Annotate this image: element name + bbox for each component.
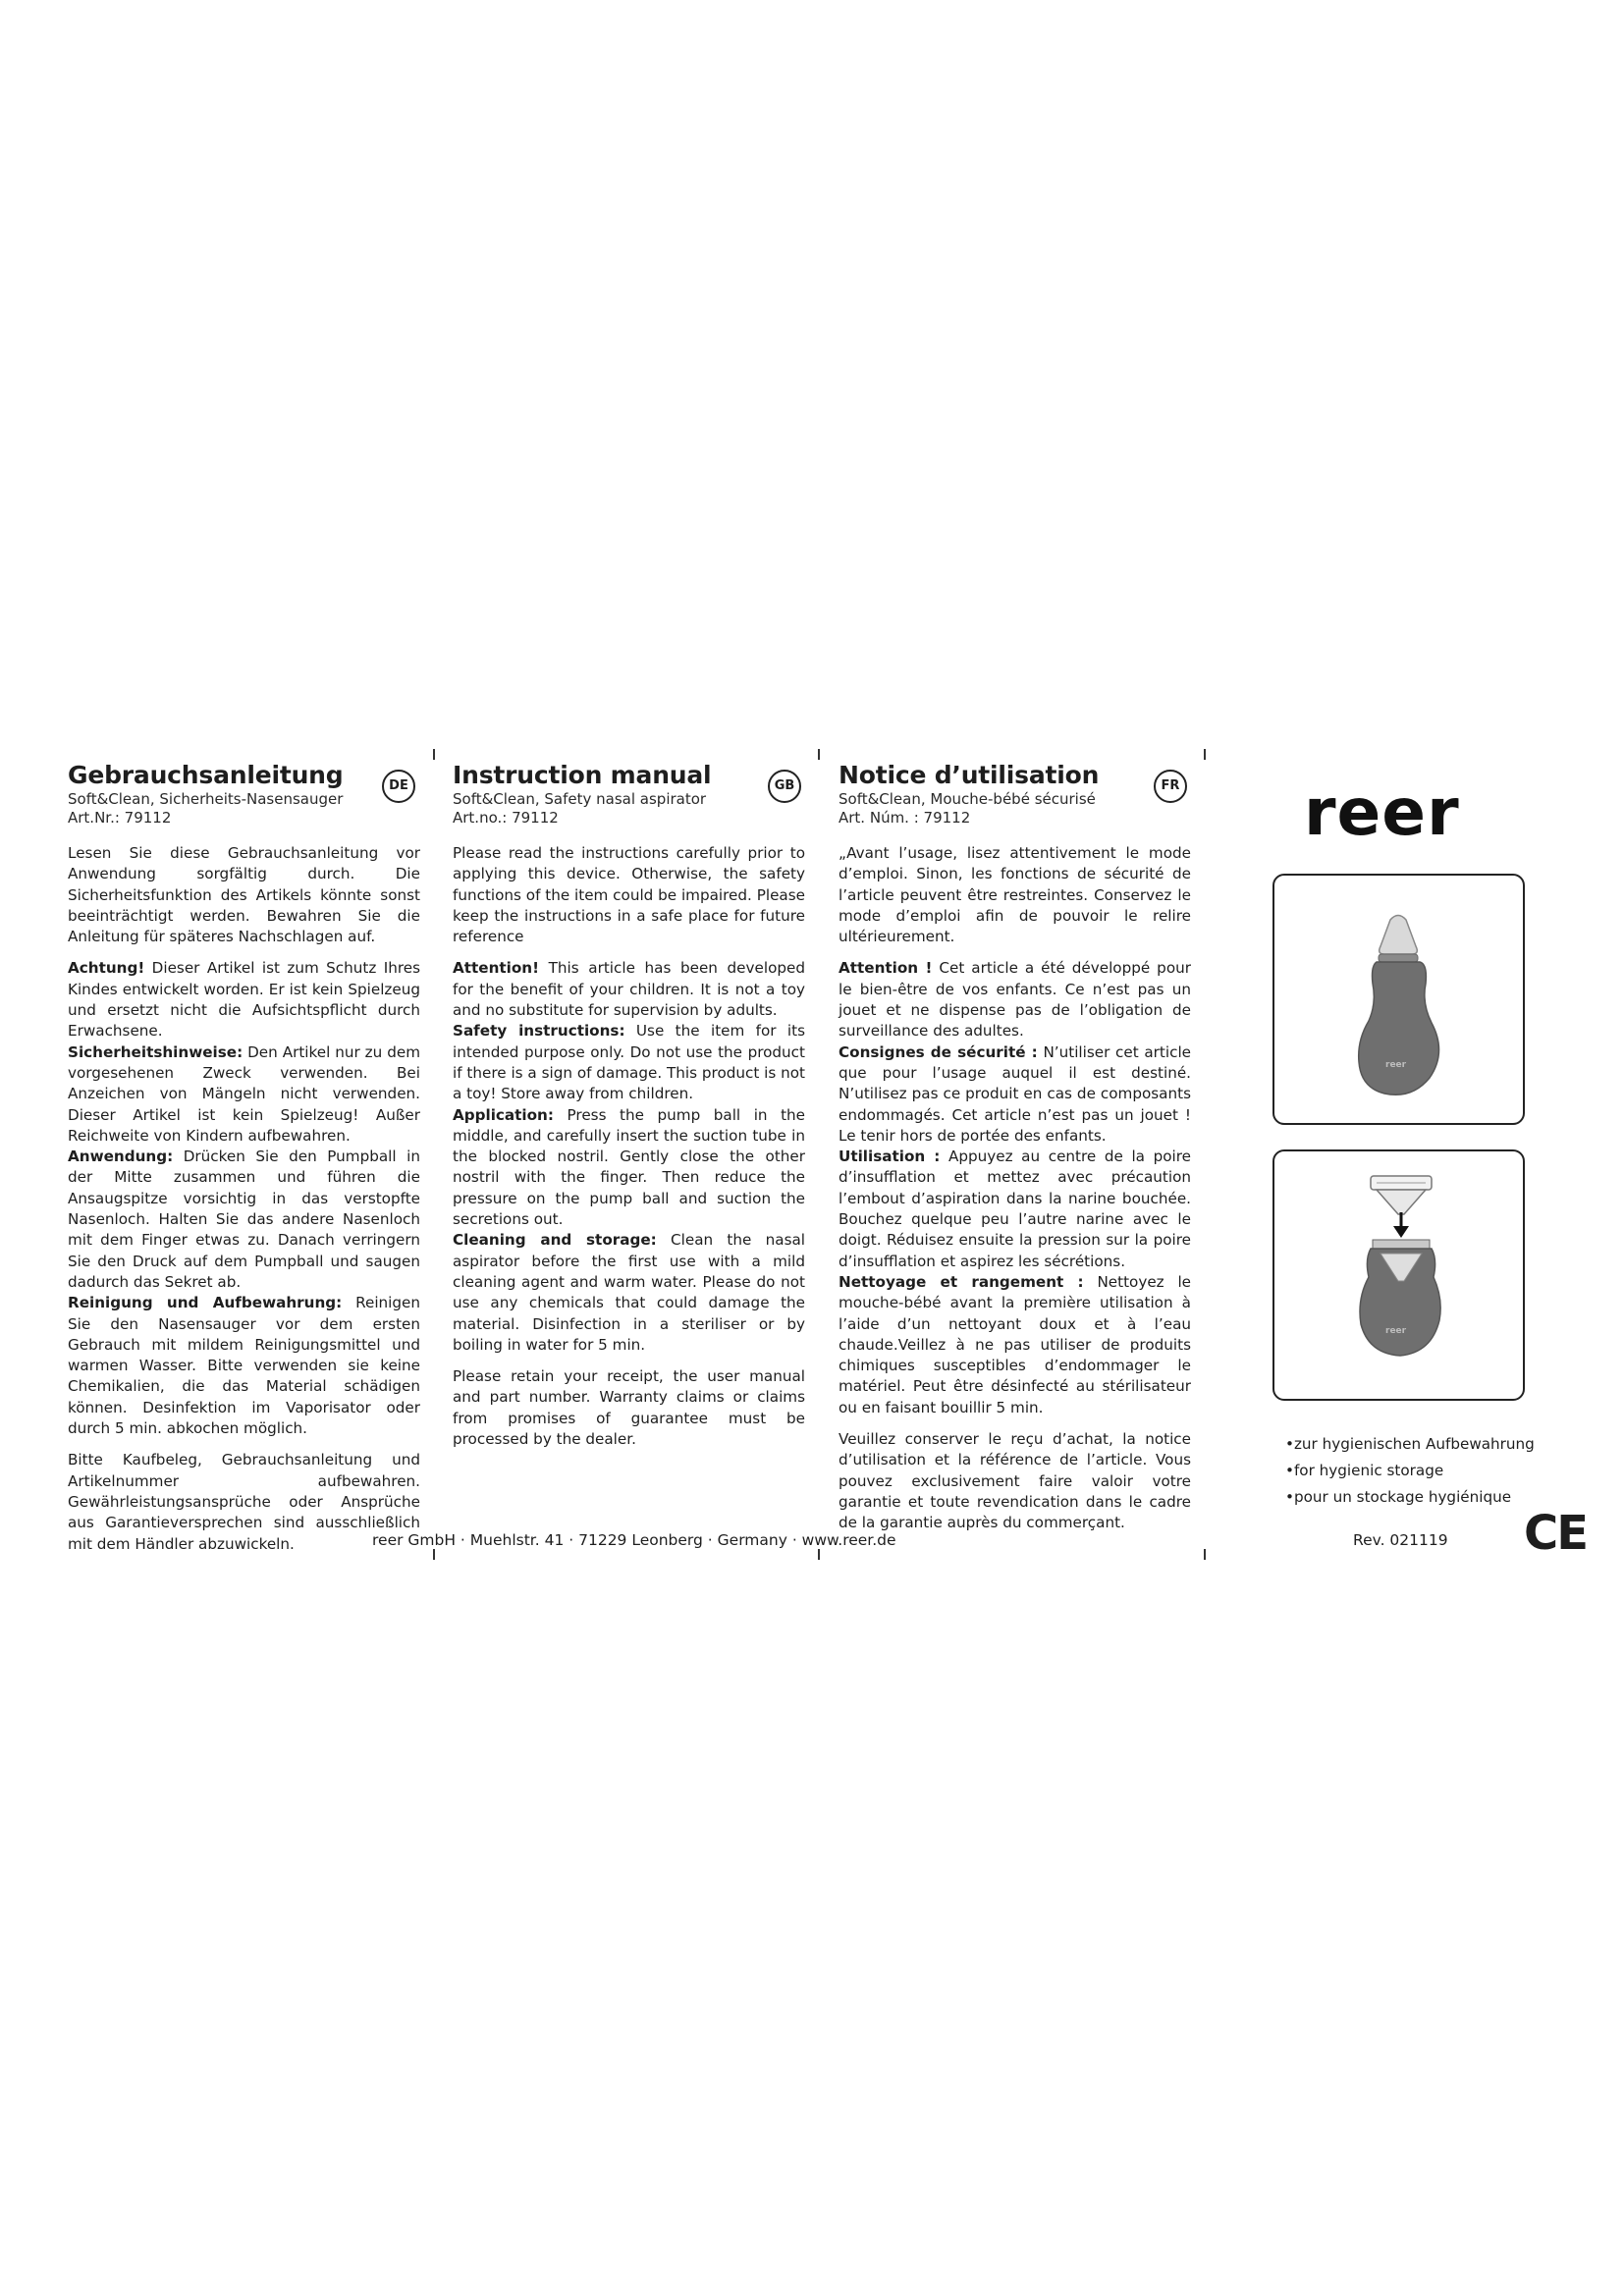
closing-fr: Veuillez conserver le reçu d’achat, la notice d’utilisation et la référence de l’article. Vous pouvez exclusivement faire valoir votre garantie et toute revendication dans le cadre de la garantie auprès du commerçant. bbox=[839, 1430, 1191, 1532]
language-badge-gb: GB bbox=[768, 770, 801, 803]
heading: Cleaning and storage: bbox=[453, 1231, 657, 1250]
section-safety-de bbox=[68, 1042, 420, 1147]
article-number-fr: Art. Núm. : 79112 bbox=[839, 809, 971, 827]
section-cleaning-gb bbox=[453, 1230, 805, 1356]
section-safety-fr bbox=[839, 1042, 1191, 1147]
product-illustration-box bbox=[1272, 874, 1525, 1125]
body: This article has been developed for the benefit of your children. It is not a toy and no substitute for supervision by adults. bbox=[453, 959, 805, 1020]
column-english bbox=[453, 761, 805, 1450]
fold-mark bbox=[433, 749, 435, 760]
fold-mark bbox=[818, 749, 820, 760]
storage-caption-fr: •pour un stockage hygiénique bbox=[1285, 1488, 1512, 1506]
heading: Nettoyage et rangement : bbox=[839, 1272, 1084, 1291]
section-attention-fr bbox=[839, 958, 1191, 1041]
heading: Application: bbox=[453, 1105, 554, 1124]
column-french bbox=[839, 761, 1191, 1534]
title-fr: Notice d’utilisation bbox=[839, 761, 1100, 789]
section-attention-gb bbox=[453, 958, 805, 1021]
company-address: reer GmbH · Muehlstr. 41 · 71229 Leonberg · Germany · www.reer.de bbox=[372, 1531, 896, 1549]
body: Nettoyez le mouche-bébé avant la première utilisation à l’aide d’un nettoyant doux et à l’eau chaude.Veillez à ne pas utiliser de produits chimiques susceptibles d’endommager le matériel. Peut être désinfecté au stérilisateur ou en faisant bouillir 5 min. bbox=[839, 1272, 1192, 1416]
heading: Sicherheitshinweise: bbox=[68, 1042, 244, 1061]
fold-mark bbox=[433, 1549, 435, 1560]
svg-text:reer: reer bbox=[1385, 1060, 1407, 1070]
section-application-de bbox=[68, 1147, 420, 1293]
body: Den Artikel nur zu dem vorgesehenen Zweck verwenden. Bei Anzeichen von Mängeln nicht verwenden. Dieser Artikel ist kein Spielzeug! Außer Reichweite von Kindern aufbewahren. bbox=[68, 1042, 420, 1145]
closing-gb: Please retain your receipt, the user manual and part number. Warranty claims or claims from promises of guarantee must be processed by the dealer. bbox=[453, 1367, 805, 1449]
heading: Reinigung und Aufbewahrung: bbox=[68, 1294, 343, 1312]
language-badge-de: DE bbox=[382, 770, 415, 803]
section-cleaning-fr bbox=[839, 1272, 1191, 1418]
section-application-fr bbox=[839, 1147, 1191, 1272]
storage-caption-de: •zur hygienischen Aufbewahrung bbox=[1285, 1435, 1535, 1453]
body: N’utiliser cet article que pour l’usage auquel il est destiné. N’utilisez pas ce produit en cas de composants endommagés. Cet article n’est pas un jouet ! Le tenir hors de portée des enfants. bbox=[839, 1042, 1192, 1145]
revision-number: Rev. 021119 bbox=[1353, 1531, 1448, 1549]
body: Appuyez au centre de la poire d’insufflation et mettez avec précaution l’embout d’aspiration dans la narine bouchée. Bouchez quelque peu l’autre narine avec le doigt. Réduisez ensuite la pression sur la poire d’insufflation et aspirez les sécrétions. bbox=[839, 1148, 1191, 1270]
title-de: Gebrauchsanleitung bbox=[68, 761, 344, 789]
closing-de: Bitte Kaufbeleg, Gebrauchsanleitung und Artikelnummer aufbewahren. Gewährleistungsansprüche oder Ansprüche aus Garantieversprechen sind ausschließlich mit dem Händler abzuwickeln. bbox=[68, 1451, 420, 1553]
heading: Safety instructions: bbox=[453, 1022, 625, 1041]
article-number-gb: Art.no.: 79112 bbox=[453, 809, 559, 827]
heading: Attention ! bbox=[839, 959, 933, 978]
article-number-de: Art.Nr.: 79112 bbox=[68, 809, 172, 827]
heading: Anwendung: bbox=[68, 1148, 174, 1166]
section-cleaning-de bbox=[68, 1293, 420, 1439]
nasal-aspirator-illustration bbox=[1274, 876, 1523, 1123]
body: Reinigen Sie den Nasensauger vor dem ersten Gebrauch mit mildem Reinigungsmittel und warmen Wasser. Bitte verwenden sie keine Chemikalien, die das Material schädigen können. Desinfektion im Vaporisator oder durch 5 min. abkochen möglich. bbox=[68, 1294, 421, 1438]
language-badge-fr: FR bbox=[1154, 770, 1187, 803]
heading: Achtung! bbox=[68, 959, 145, 978]
body: Dieser Artikel ist zum Schutz Ihres Kindes entwickelt worden. Er ist kein Spielzeug und ersetzt nicht die Aufsichtspflicht durch Erwachsene. bbox=[68, 959, 420, 1041]
storage-illustration-box bbox=[1272, 1149, 1525, 1401]
body: Cet article a été développé pour le bien-être de vos enfants. Ce n’est pas un jouet et ne dispense pas de l’obligation de surveillance des adultes. bbox=[839, 959, 1191, 1041]
subtitle-gb: Soft&Clean, Safety nasal aspirator bbox=[453, 790, 707, 808]
section-safety-gb bbox=[453, 1021, 805, 1104]
ce-mark: CE bbox=[1524, 1506, 1588, 1561]
section-application-gb bbox=[453, 1105, 805, 1231]
storage-caption-en: •for hygienic storage bbox=[1285, 1462, 1444, 1479]
brand-logo: reer bbox=[1304, 774, 1460, 850]
body: Drücken Sie den Pumpball in der Mitte zusammen und führen die Ansaugspitze vorsichtig in das verstopfte Nasenloch. Halten Sie das andere Nasenloch mit dem Finger etwas zu. Danach verringern Sie den Druck auf dem Pumpball und saugen dadurch das Sekret ab. bbox=[68, 1148, 420, 1291]
fold-mark bbox=[1204, 1549, 1206, 1560]
intro-de: Lesen Sie diese Gebrauchsanleitung vor Anwendung sorgfältig durch. Die Sicherheitsfunktion des Artikels könnte sonst beeinträchtigt werden. Bewahren Sie die Anleitung für späteres Nachschlagen auf. bbox=[68, 844, 420, 946]
heading: Consignes de sécurité : bbox=[839, 1042, 1038, 1061]
svg-text:reer: reer bbox=[1385, 1326, 1407, 1336]
fold-mark bbox=[818, 1549, 820, 1560]
body: Press the pump ball in the middle, and carefully insert the suction tube in the blocked nostril. Gently close the other nostril with the finger. Then reduce the pressure on the pump ball and suction the secretions out. bbox=[453, 1105, 806, 1229]
body: Use the item for its intended purpose only. Do not use the product if there is a sign of damage. This product is not a toy! Store away from children. bbox=[453, 1022, 805, 1103]
hygienic-storage-illustration bbox=[1274, 1151, 1523, 1399]
heading: Attention! bbox=[453, 959, 540, 978]
subtitle-fr: Soft&Clean, Mouche-bébé sécurisé bbox=[839, 790, 1096, 808]
intro-gb: Please read the instructions carefully prior to applying this device. Otherwise, the safety functions of the item could be impaired. Please keep the instructions in a safe place for future reference bbox=[453, 844, 805, 946]
intro-fr: „Avant l’usage, lisez attentivement le mode d’emploi. Sinon, les fonctions de sécurité de l’article peuvent être restreintes. Conservez le mode d’emploi afin de pouvoir le relire ultérieurement. bbox=[839, 844, 1191, 946]
body: Clean the nasal aspirator before the first use with a mild cleaning agent and warm water. Please do not use any chemicals that could damage the material. Disinfection in a steriliser or by boiling in water for 5 min. bbox=[453, 1231, 806, 1354]
heading: Utilisation : bbox=[839, 1148, 941, 1166]
subtitle-de: Soft&Clean, Sicherheits-Nasensauger bbox=[68, 790, 344, 808]
fold-mark bbox=[1204, 749, 1206, 760]
column-german bbox=[68, 761, 420, 1555]
title-gb: Instruction manual bbox=[453, 761, 712, 789]
section-attention-de bbox=[68, 958, 420, 1041]
